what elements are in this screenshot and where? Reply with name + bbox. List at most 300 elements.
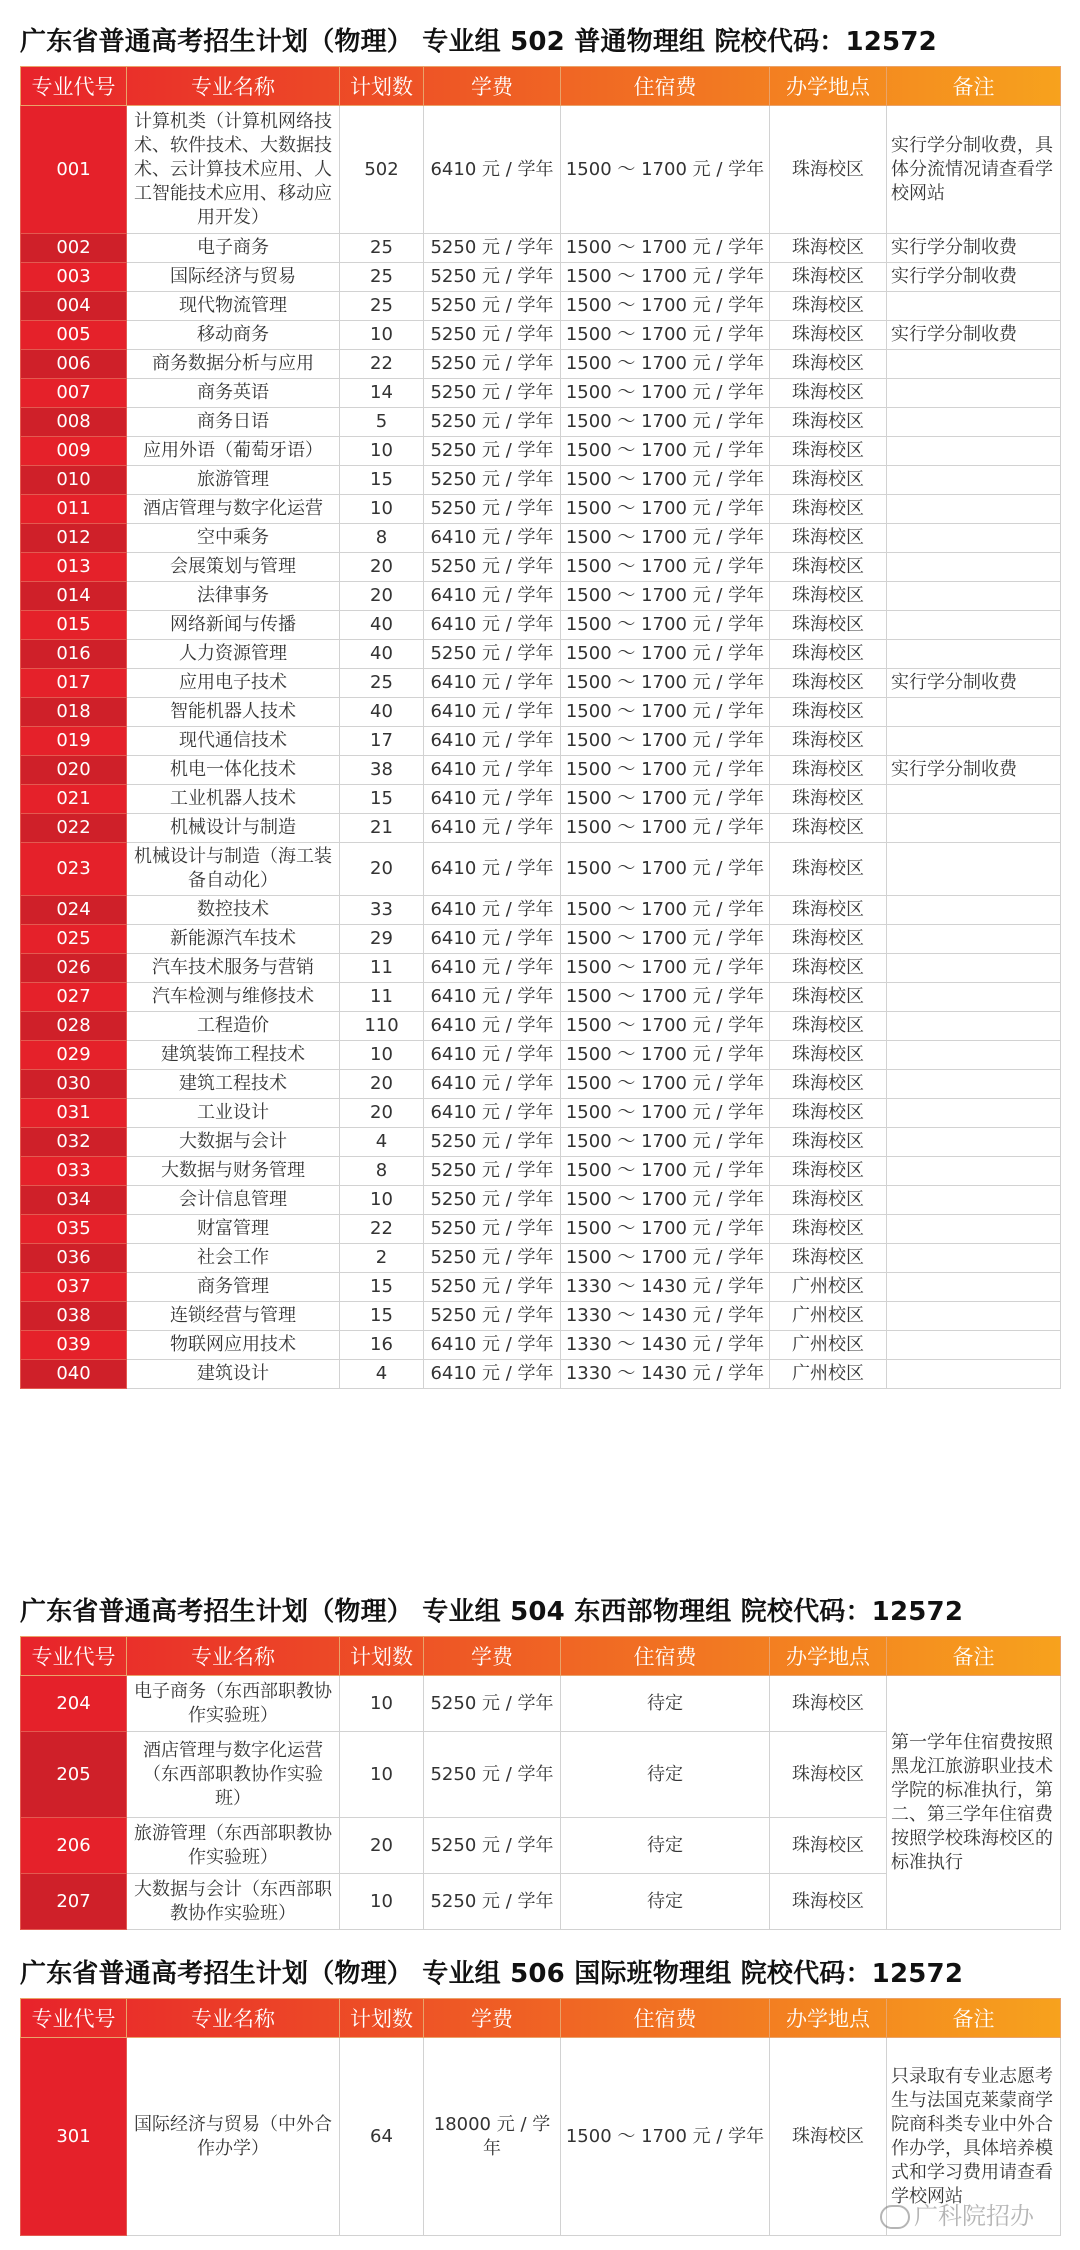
major-code-cell: 037 xyxy=(21,1273,127,1302)
major-code-cell: 030 xyxy=(21,1070,127,1099)
campus-cell: 珠海校区 xyxy=(770,611,887,640)
lodging-cell: 1500 ～ 1700 元 / 学年 xyxy=(561,785,770,814)
major-code-cell: 014 xyxy=(21,582,127,611)
campus-cell: 广州校区 xyxy=(770,1273,887,1302)
remark-cell xyxy=(887,983,1061,1012)
remark-cell xyxy=(887,495,1061,524)
campus-cell: 珠海校区 xyxy=(770,1874,887,1930)
lodging-cell: 1500 ～ 1700 元 / 学年 xyxy=(561,466,770,495)
campus-cell: 珠海校区 xyxy=(770,1244,887,1273)
major-code-cell: 205 xyxy=(21,1732,127,1818)
major-name-cell: 工业设计 xyxy=(127,1099,340,1128)
remark-cell: 第一学年住宿费按照黑龙江旅游职业技术学院的标准执行，第二、第三学年住宿费按照学校珠海校区的标准执行 xyxy=(887,1676,1061,1930)
table-row xyxy=(21,524,1061,553)
major-name-cell: 机械设计与制造 xyxy=(127,814,340,843)
header-row xyxy=(21,1999,1061,2038)
remark-cell xyxy=(887,582,1061,611)
remark-cell xyxy=(887,1070,1061,1099)
table-row xyxy=(21,983,1061,1012)
table-row xyxy=(21,727,1061,756)
campus-cell: 珠海校区 xyxy=(770,553,887,582)
lodging-cell: 1500 ～ 1700 元 / 学年 xyxy=(561,925,770,954)
lodging-cell: 1500 ～ 1700 元 / 学年 xyxy=(561,292,770,321)
lodging-cell: 1500 ～ 1700 元 / 学年 xyxy=(561,1012,770,1041)
tuition-cell: 6410 元 / 学年 xyxy=(424,896,561,925)
table-row xyxy=(21,1128,1061,1157)
campus-cell: 珠海校区 xyxy=(770,1041,887,1070)
campus-cell: 珠海校区 xyxy=(770,896,887,925)
remark-cell: 实行学分制收费 xyxy=(887,263,1061,292)
table-row xyxy=(21,1360,1061,1389)
major-code-cell: 015 xyxy=(21,611,127,640)
wechat-icon xyxy=(880,2205,910,2229)
table-row xyxy=(21,582,1061,611)
remark-cell xyxy=(887,292,1061,321)
plan-section xyxy=(20,1950,1060,2236)
plan-count-cell: 4 xyxy=(340,1128,424,1157)
remark-cell xyxy=(887,640,1061,669)
lodging-cell: 1500 ～ 1700 元 / 学年 xyxy=(561,669,770,698)
lodging-cell: 1500 ～ 1700 元 / 学年 xyxy=(561,640,770,669)
lodging-cell: 1500 ～ 1700 元 / 学年 xyxy=(561,843,770,896)
major-code-cell: 018 xyxy=(21,698,127,727)
lodging-cell: 1500 ～ 1700 元 / 学年 xyxy=(561,1157,770,1186)
remark-cell xyxy=(887,814,1061,843)
remark-cell xyxy=(887,843,1061,896)
table-row xyxy=(21,408,1061,437)
major-code-cell: 034 xyxy=(21,1186,127,1215)
major-code-cell: 007 xyxy=(21,379,127,408)
tuition-cell: 5250 元 / 学年 xyxy=(424,1186,561,1215)
campus-cell: 珠海校区 xyxy=(770,640,887,669)
tuition-cell: 6410 元 / 学年 xyxy=(424,756,561,785)
campus-cell: 珠海校区 xyxy=(770,756,887,785)
table-row xyxy=(21,1099,1061,1128)
plan-count-cell: 25 xyxy=(340,234,424,263)
table-row xyxy=(21,350,1061,379)
remark-cell xyxy=(887,437,1061,466)
tuition-cell: 5250 元 / 学年 xyxy=(424,234,561,263)
tuition-cell: 6410 元 / 学年 xyxy=(424,1099,561,1128)
lodging-cell: 待定 xyxy=(561,1676,770,1732)
plan-count-cell: 20 xyxy=(340,1070,424,1099)
table-row xyxy=(21,234,1061,263)
tuition-cell: 6410 元 / 学年 xyxy=(424,611,561,640)
lodging-cell: 1500 ～ 1700 元 / 学年 xyxy=(561,1244,770,1273)
major-name-cell: 现代通信技术 xyxy=(127,727,340,756)
table-row xyxy=(21,814,1061,843)
remark-cell xyxy=(887,1331,1061,1360)
campus-cell: 珠海校区 xyxy=(770,669,887,698)
lodging-cell: 1500 ～ 1700 元 / 学年 xyxy=(561,727,770,756)
column-header: 住宿费 xyxy=(561,67,770,106)
major-name-cell: 商务数据分析与应用 xyxy=(127,350,340,379)
tuition-cell: 5250 元 / 学年 xyxy=(424,553,561,582)
major-name-cell: 应用电子技术 xyxy=(127,669,340,698)
major-code-cell: 035 xyxy=(21,1215,127,1244)
plan-count-cell: 20 xyxy=(340,1818,424,1874)
lodging-cell: 1500 ～ 1700 元 / 学年 xyxy=(561,495,770,524)
major-name-cell: 电子商务 xyxy=(127,234,340,263)
campus-cell: 珠海校区 xyxy=(770,106,887,234)
campus-cell: 珠海校区 xyxy=(770,814,887,843)
plan-count-cell: 25 xyxy=(340,669,424,698)
column-header: 专业代号 xyxy=(21,67,127,106)
campus-cell: 珠海校区 xyxy=(770,983,887,1012)
major-code-cell: 027 xyxy=(21,983,127,1012)
column-header: 办学地点 xyxy=(770,1637,887,1676)
lodging-cell: 待定 xyxy=(561,1874,770,1930)
major-name-cell: 社会工作 xyxy=(127,1244,340,1273)
lodging-cell: 1500 ～ 1700 元 / 学年 xyxy=(561,553,770,582)
tuition-cell: 5250 元 / 学年 xyxy=(424,1215,561,1244)
table-row xyxy=(21,1302,1061,1331)
lodging-cell: 1500 ～ 1700 元 / 学年 xyxy=(561,756,770,785)
remark-cell xyxy=(887,896,1061,925)
column-header: 住宿费 xyxy=(561,1999,770,2038)
table-row xyxy=(21,843,1061,896)
table-row xyxy=(21,466,1061,495)
tuition-cell: 5250 元 / 学年 xyxy=(424,1302,561,1331)
tuition-cell: 6410 元 / 学年 xyxy=(424,983,561,1012)
lodging-cell: 1500 ～ 1700 元 / 学年 xyxy=(561,1099,770,1128)
campus-cell: 珠海校区 xyxy=(770,408,887,437)
table-row xyxy=(21,896,1061,925)
campus-cell: 广州校区 xyxy=(770,1302,887,1331)
table-row xyxy=(21,669,1061,698)
header-row xyxy=(21,67,1061,106)
tuition-cell: 6410 元 / 学年 xyxy=(424,1041,561,1070)
tuition-cell: 5250 元 / 学年 xyxy=(424,1818,561,1874)
table-row xyxy=(21,925,1061,954)
major-code-cell: 009 xyxy=(21,437,127,466)
major-code-cell: 204 xyxy=(21,1676,127,1732)
major-code-cell: 038 xyxy=(21,1302,127,1331)
table-row xyxy=(21,495,1061,524)
plan-count-cell: 11 xyxy=(340,954,424,983)
column-header: 备注 xyxy=(887,1637,1061,1676)
tuition-cell: 6410 元 / 学年 xyxy=(424,1331,561,1360)
major-name-cell: 会展策划与管理 xyxy=(127,553,340,582)
major-name-cell: 工业机器人技术 xyxy=(127,785,340,814)
lodging-cell: 1500 ～ 1700 元 / 学年 xyxy=(561,1041,770,1070)
major-name-cell: 大数据与会计 xyxy=(127,1128,340,1157)
campus-cell: 珠海校区 xyxy=(770,1732,887,1818)
remark-cell xyxy=(887,1041,1061,1070)
plan-table xyxy=(20,1636,1061,1930)
lodging-cell: 1500 ～ 1700 元 / 学年 xyxy=(561,582,770,611)
table-row xyxy=(21,437,1061,466)
campus-cell: 珠海校区 xyxy=(770,954,887,983)
tuition-cell: 6410 元 / 学年 xyxy=(424,669,561,698)
tuition-cell: 5250 元 / 学年 xyxy=(424,321,561,350)
major-code-cell: 010 xyxy=(21,466,127,495)
tuition-cell: 6410 元 / 学年 xyxy=(424,698,561,727)
lodging-cell: 1500 ～ 1700 元 / 学年 xyxy=(561,1070,770,1099)
tuition-cell: 6410 元 / 学年 xyxy=(424,1360,561,1389)
plan-count-cell: 2 xyxy=(340,1244,424,1273)
header-row xyxy=(21,1637,1061,1676)
plan-count-cell: 502 xyxy=(340,106,424,234)
column-header: 计划数 xyxy=(340,67,424,106)
remark-cell xyxy=(887,954,1061,983)
column-header: 学费 xyxy=(424,1999,561,2038)
campus-cell: 珠海校区 xyxy=(770,698,887,727)
remark-cell: 实行学分制收费 xyxy=(887,756,1061,785)
campus-cell: 珠海校区 xyxy=(770,727,887,756)
lodging-cell: 1500 ～ 1700 元 / 学年 xyxy=(561,896,770,925)
section-title: 广东省普通高考招生计划（物理） 专业组 504 东西部物理组 院校代码：12572 xyxy=(20,1597,964,1627)
plan-count-cell: 17 xyxy=(340,727,424,756)
tuition-cell: 5250 元 / 学年 xyxy=(424,1676,561,1732)
remark-cell xyxy=(887,553,1061,582)
lodging-cell: 1500 ～ 1700 元 / 学年 xyxy=(561,106,770,234)
table-row xyxy=(21,756,1061,785)
table-row xyxy=(21,292,1061,321)
column-header: 备注 xyxy=(887,1999,1061,2038)
table-row xyxy=(21,1070,1061,1099)
table-row xyxy=(21,1244,1061,1273)
major-name-cell: 网络新闻与传播 xyxy=(127,611,340,640)
major-name-cell: 人力资源管理 xyxy=(127,640,340,669)
plan-section xyxy=(20,1588,1060,1930)
tuition-cell: 5250 元 / 学年 xyxy=(424,350,561,379)
remark-cell xyxy=(887,524,1061,553)
plan-count-cell: 15 xyxy=(340,785,424,814)
lodging-cell: 1500 ～ 1700 元 / 学年 xyxy=(561,814,770,843)
major-name-cell: 大数据与财务管理 xyxy=(127,1157,340,1186)
lodging-cell: 1500 ～ 1700 元 / 学年 xyxy=(561,350,770,379)
tuition-cell: 5250 元 / 学年 xyxy=(424,1732,561,1818)
tuition-cell: 5250 元 / 学年 xyxy=(424,640,561,669)
lodging-cell: 1500 ～ 1700 元 / 学年 xyxy=(561,1186,770,1215)
remark-cell xyxy=(887,350,1061,379)
major-name-cell: 建筑设计 xyxy=(127,1360,340,1389)
table-row xyxy=(21,106,1061,234)
remark-cell xyxy=(887,379,1061,408)
major-code-cell: 029 xyxy=(21,1041,127,1070)
major-name-cell: 空中乘务 xyxy=(127,524,340,553)
plan-count-cell: 11 xyxy=(340,983,424,1012)
campus-cell: 珠海校区 xyxy=(770,1099,887,1128)
table-row xyxy=(21,954,1061,983)
lodging-cell: 1500 ～ 1700 元 / 学年 xyxy=(561,234,770,263)
column-header: 计划数 xyxy=(340,1637,424,1676)
plan-count-cell: 15 xyxy=(340,466,424,495)
tuition-cell: 5250 元 / 学年 xyxy=(424,263,561,292)
major-code-cell: 026 xyxy=(21,954,127,983)
plan-count-cell: 14 xyxy=(340,379,424,408)
plan-count-cell: 20 xyxy=(340,843,424,896)
plan-table xyxy=(20,66,1061,1389)
remark-cell xyxy=(887,1186,1061,1215)
major-code-cell: 033 xyxy=(21,1157,127,1186)
major-name-cell: 旅游管理 xyxy=(127,466,340,495)
table-row xyxy=(21,1157,1061,1186)
campus-cell: 珠海校区 xyxy=(770,1128,887,1157)
major-name-cell: 酒店管理与数字化运营 xyxy=(127,495,340,524)
major-name-cell: 商务管理 xyxy=(127,1273,340,1302)
campus-cell: 珠海校区 xyxy=(770,524,887,553)
major-name-cell: 商务英语 xyxy=(127,379,340,408)
lodging-cell: 1500 ～ 1700 元 / 学年 xyxy=(561,1128,770,1157)
tuition-cell: 18000 元 / 学年 xyxy=(424,2038,561,2236)
campus-cell: 广州校区 xyxy=(770,1360,887,1389)
plan-count-cell: 4 xyxy=(340,1360,424,1389)
tuition-cell: 5250 元 / 学年 xyxy=(424,1874,561,1930)
plan-count-cell: 33 xyxy=(340,896,424,925)
table-row xyxy=(21,263,1061,292)
campus-cell: 珠海校区 xyxy=(770,1070,887,1099)
lodging-cell: 1500 ～ 1700 元 / 学年 xyxy=(561,263,770,292)
major-code-cell: 017 xyxy=(21,669,127,698)
column-header: 计划数 xyxy=(340,1999,424,2038)
major-code-cell: 039 xyxy=(21,1331,127,1360)
tuition-cell: 6410 元 / 学年 xyxy=(424,582,561,611)
tuition-cell: 5250 元 / 学年 xyxy=(424,292,561,321)
plan-count-cell: 10 xyxy=(340,321,424,350)
lodging-cell: 待定 xyxy=(561,1732,770,1818)
plan-count-cell: 10 xyxy=(340,1874,424,1930)
major-code-cell: 011 xyxy=(21,495,127,524)
campus-cell: 珠海校区 xyxy=(770,1012,887,1041)
tuition-cell: 5250 元 / 学年 xyxy=(424,408,561,437)
major-name-cell: 新能源汽车技术 xyxy=(127,925,340,954)
table-row xyxy=(21,698,1061,727)
plan-count-cell: 38 xyxy=(340,756,424,785)
campus-cell: 珠海校区 xyxy=(770,350,887,379)
remark-cell xyxy=(887,925,1061,954)
column-header: 专业代号 xyxy=(21,1637,127,1676)
lodging-cell: 1500 ～ 1700 元 / 学年 xyxy=(561,408,770,437)
remark-cell xyxy=(887,727,1061,756)
remark-cell xyxy=(887,1302,1061,1331)
major-code-cell: 008 xyxy=(21,408,127,437)
table-row xyxy=(21,1215,1061,1244)
major-name-cell: 财富管理 xyxy=(127,1215,340,1244)
major-name-cell: 计算机类（计算机网络技术、软件技术、大数据技术、云计算技术应用、人工智能技术应用、移动应用开发） xyxy=(127,106,340,234)
tuition-cell: 5250 元 / 学年 xyxy=(424,1157,561,1186)
major-name-cell: 国际经济与贸易 xyxy=(127,263,340,292)
major-code-cell: 006 xyxy=(21,350,127,379)
major-name-cell: 移动商务 xyxy=(127,321,340,350)
plan-count-cell: 8 xyxy=(340,1157,424,1186)
plan-count-cell: 15 xyxy=(340,1273,424,1302)
campus-cell: 广州校区 xyxy=(770,1331,887,1360)
major-code-cell: 023 xyxy=(21,843,127,896)
remark-cell xyxy=(887,1273,1061,1302)
remark-cell: 实行学分制收费，具体分流情况请查看学校网站 xyxy=(887,106,1061,234)
plan-count-cell: 10 xyxy=(340,1186,424,1215)
plan-count-cell: 22 xyxy=(340,350,424,379)
table-row xyxy=(21,553,1061,582)
campus-cell: 珠海校区 xyxy=(770,785,887,814)
campus-cell: 珠海校区 xyxy=(770,843,887,896)
table-row xyxy=(21,1331,1061,1360)
remark-cell xyxy=(887,1012,1061,1041)
tuition-cell: 5250 元 / 学年 xyxy=(424,466,561,495)
major-code-cell: 004 xyxy=(21,292,127,321)
major-name-cell: 机械设计与制造（海工装备自动化） xyxy=(127,843,340,896)
plan-count-cell: 10 xyxy=(340,1676,424,1732)
tuition-cell: 5250 元 / 学年 xyxy=(424,1244,561,1273)
remark-cell xyxy=(887,698,1061,727)
table-row xyxy=(21,1186,1061,1215)
major-name-cell: 现代物流管理 xyxy=(127,292,340,321)
table-row xyxy=(21,321,1061,350)
remark-cell: 只录取有专业志愿考生与法国克莱蒙商学院商科类专业中外合作办学，具体培养模式和学习费用请查看学校网站 xyxy=(887,2038,1061,2236)
major-name-cell: 建筑装饰工程技术 xyxy=(127,1041,340,1070)
remark-cell xyxy=(887,1157,1061,1186)
campus-cell: 珠海校区 xyxy=(770,1157,887,1186)
campus-cell: 珠海校区 xyxy=(770,437,887,466)
remark-cell xyxy=(887,1244,1061,1273)
campus-cell: 珠海校区 xyxy=(770,582,887,611)
column-header: 专业名称 xyxy=(127,1637,340,1676)
major-code-cell: 019 xyxy=(21,727,127,756)
major-name-cell: 商务日语 xyxy=(127,408,340,437)
remark-cell: 实行学分制收费 xyxy=(887,321,1061,350)
column-header: 学费 xyxy=(424,67,561,106)
major-name-cell: 机电一体化技术 xyxy=(127,756,340,785)
tuition-cell: 6410 元 / 学年 xyxy=(424,814,561,843)
lodging-cell: 1500 ～ 1700 元 / 学年 xyxy=(561,1215,770,1244)
major-code-cell: 207 xyxy=(21,1874,127,1930)
plan-count-cell: 10 xyxy=(340,437,424,466)
major-code-cell: 002 xyxy=(21,234,127,263)
plan-count-cell: 15 xyxy=(340,1302,424,1331)
remark-cell xyxy=(887,408,1061,437)
plan-count-cell: 10 xyxy=(340,495,424,524)
table-row xyxy=(21,1676,1061,1732)
major-code-cell: 031 xyxy=(21,1099,127,1128)
section-title: 广东省普通高考招生计划（物理） 专业组 506 国际班物理组 院校代码：12572 xyxy=(20,1959,964,1989)
tuition-cell: 5250 元 / 学年 xyxy=(424,437,561,466)
campus-cell: 珠海校区 xyxy=(770,1215,887,1244)
tuition-cell: 6410 元 / 学年 xyxy=(424,843,561,896)
tuition-cell: 6410 元 / 学年 xyxy=(424,727,561,756)
table-row xyxy=(21,1012,1061,1041)
major-name-cell: 酒店管理与数字化运营（东西部职教协作实验班） xyxy=(127,1732,340,1818)
lodging-cell: 1330 ～ 1430 元 / 学年 xyxy=(561,1273,770,1302)
lodging-cell: 1500 ～ 1700 元 / 学年 xyxy=(561,524,770,553)
tuition-cell: 6410 元 / 学年 xyxy=(424,954,561,983)
major-name-cell: 会计信息管理 xyxy=(127,1186,340,1215)
table-row xyxy=(21,611,1061,640)
major-code-cell: 024 xyxy=(21,896,127,925)
plan-count-cell: 10 xyxy=(340,1732,424,1818)
column-header: 备注 xyxy=(887,67,1061,106)
plan-count-cell: 5 xyxy=(340,408,424,437)
lodging-cell: 1500 ～ 1700 元 / 学年 xyxy=(561,437,770,466)
table-row xyxy=(21,379,1061,408)
major-code-cell: 301 xyxy=(21,2038,127,2236)
major-name-cell: 法律事务 xyxy=(127,582,340,611)
major-code-cell: 020 xyxy=(21,756,127,785)
lodging-cell: 1330 ～ 1430 元 / 学年 xyxy=(561,1360,770,1389)
remark-cell xyxy=(887,611,1061,640)
major-name-cell: 数控技术 xyxy=(127,896,340,925)
plan-count-cell: 21 xyxy=(340,814,424,843)
tuition-cell: 6410 元 / 学年 xyxy=(424,1070,561,1099)
major-name-cell: 建筑工程技术 xyxy=(127,1070,340,1099)
plan-count-cell: 10 xyxy=(340,1041,424,1070)
lodging-cell: 1500 ～ 1700 元 / 学年 xyxy=(561,2038,770,2236)
remark-cell xyxy=(887,1099,1061,1128)
plan-count-cell: 64 xyxy=(340,2038,424,2236)
remark-cell xyxy=(887,1128,1061,1157)
column-header: 专业名称 xyxy=(127,67,340,106)
